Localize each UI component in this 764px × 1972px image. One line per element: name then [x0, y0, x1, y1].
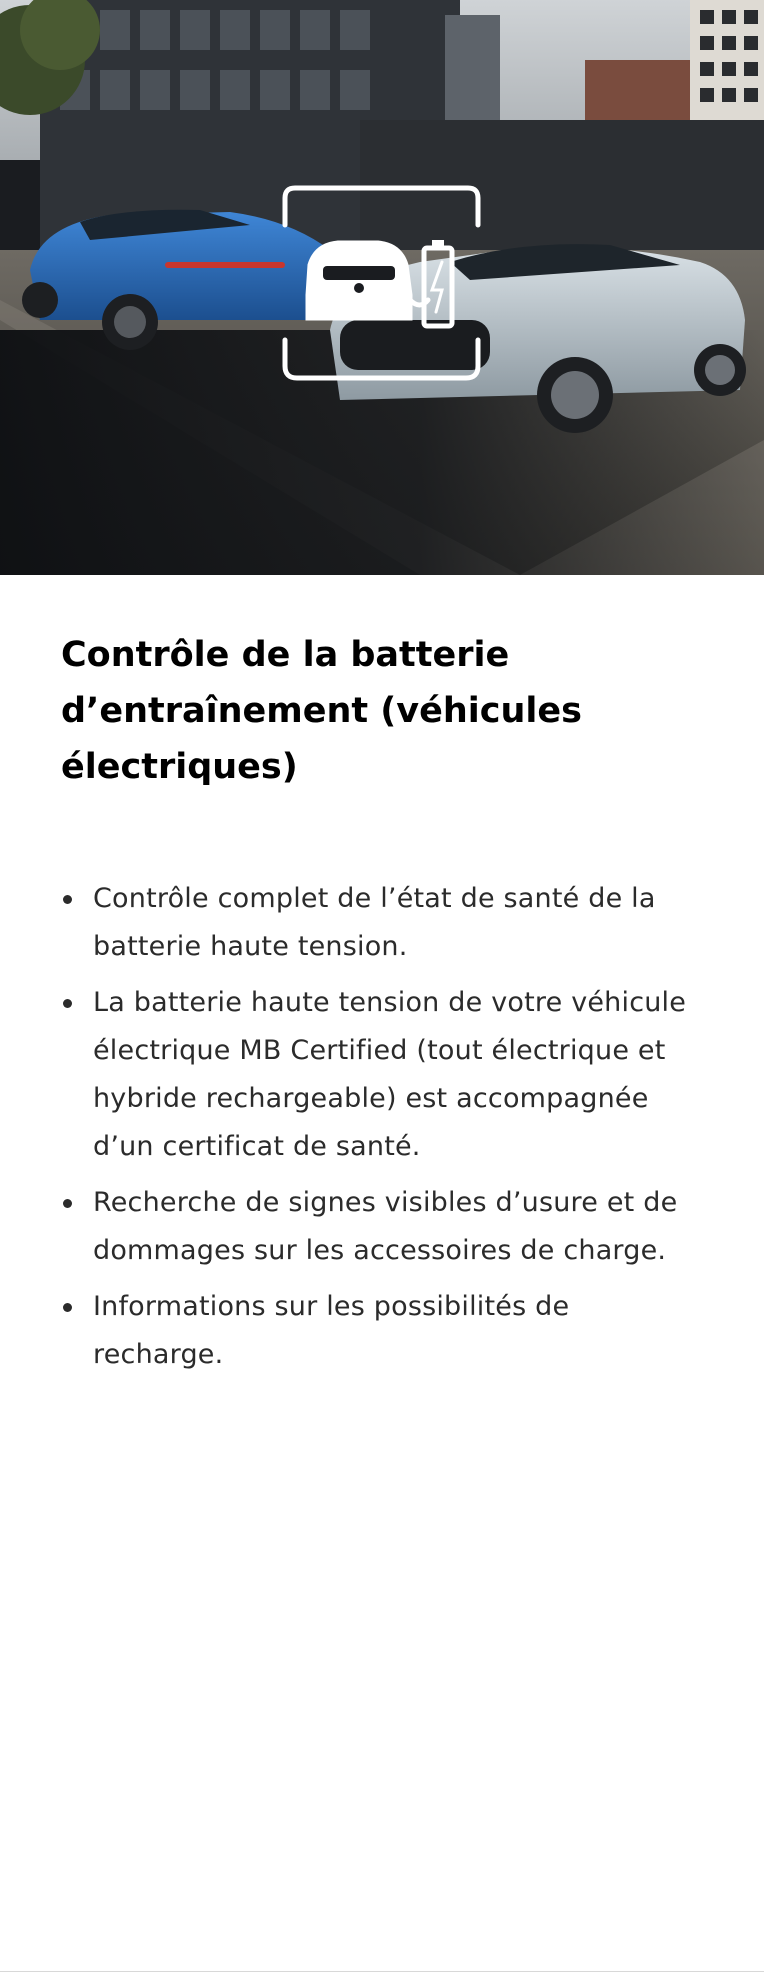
bullet-icon: [63, 895, 72, 904]
list-item: [61, 875, 701, 971]
list-item-text: Recherche de signes visibles d’usure et de dommages sur les accessoires de charge.: [93, 1187, 678, 1266]
list-item-text: Contrôle complet de l’état de santé de la batterie haute tension.: [93, 883, 656, 962]
hero-image: [0, 0, 764, 575]
bullet-icon: [63, 1303, 72, 1312]
list-item: [61, 1283, 701, 1379]
list-item-text: Informations sur les possibilités de recharge.: [93, 1291, 570, 1370]
bullet-icon: [63, 999, 72, 1008]
list-item-text: La batterie haute tension de votre véhicule électrique MB Certified (tout électrique et hybride rechargeable) est accompagnée d’un certificat de santé.: [93, 987, 687, 1162]
bullet-icon: [63, 1199, 72, 1208]
list-item: [61, 979, 701, 1171]
section-title: Contrôle de la batterie d’entraînement (véhicules électriques): [61, 635, 583, 787]
list-item: [61, 1179, 701, 1275]
feature-list: [61, 875, 701, 1387]
